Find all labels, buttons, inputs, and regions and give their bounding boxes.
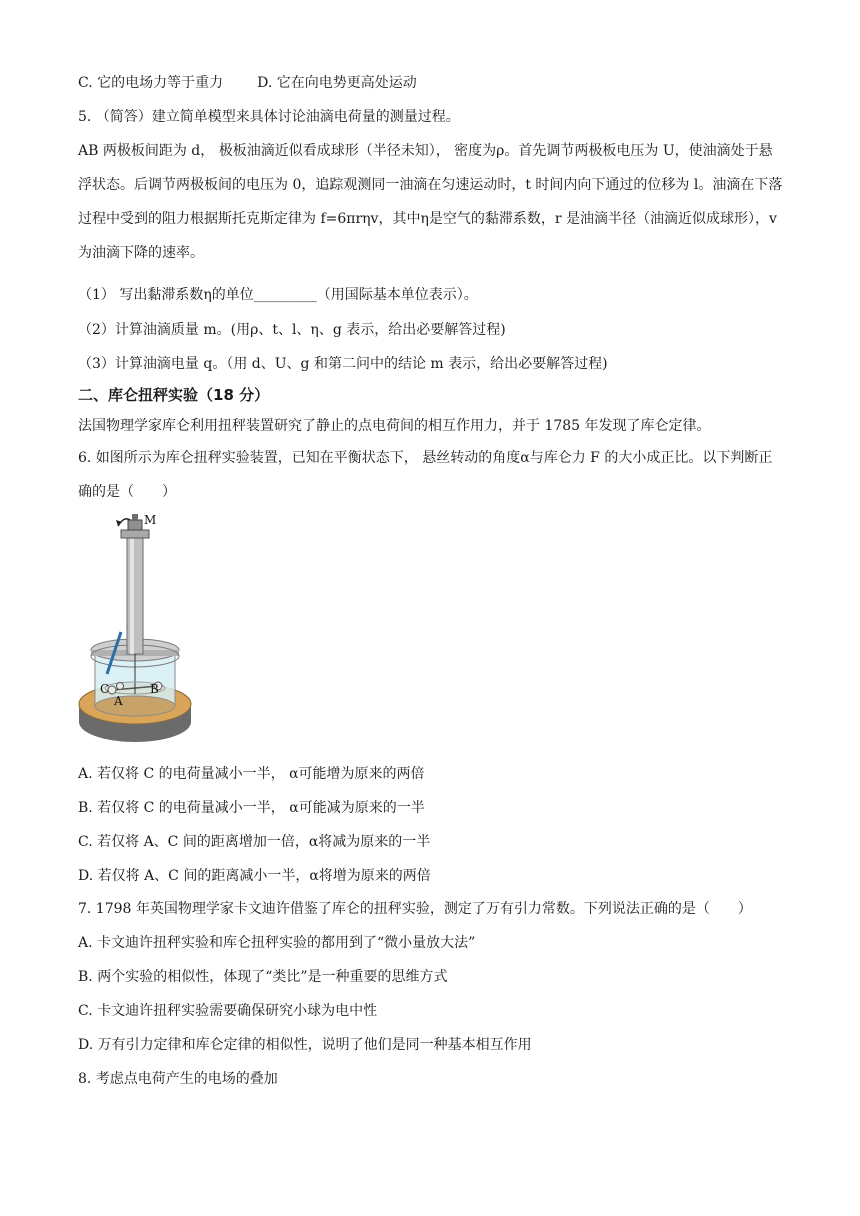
q6-option-d: D. 若仅将 A、C 间的距离减小一半，α将增为原来的两倍: [78, 868, 431, 884]
label-b: B: [150, 682, 159, 696]
q5-sub1: （1） 写出黏滞系数η的单位_________（用国际基本单位表示）。: [78, 287, 478, 303]
q4-option-c: C. 它的电场力等于重力: [78, 75, 224, 91]
q8-stem: 8. 考虑点电荷产生的电场的叠加: [78, 1071, 278, 1087]
q4-options-row: [78, 73, 417, 93]
q7-option-b: B. 两个实验的相似性，体现了“类比”是一种重要的思维方式: [78, 969, 448, 985]
q5-sub3: （3）计算油滴电量 q。（用 d、U、g 和第二问中的结论 m 表示，给出必要解答过程): [78, 356, 608, 372]
label-m: M: [144, 513, 157, 527]
q7-option-d: D. 万有引力定律和库仑定律的相似性，说明了他们是同一种基本相互作用: [78, 1037, 532, 1053]
section-intro: 法国物理学家库仑利用扭秤装置研究了静止的点电荷间的相互作用力，并于 1785 年发现了库仑定律。: [78, 418, 711, 434]
q6-stem: 6. 如图所示为库仑扭秤实验装置，已知在平衡状态下， 悬丝转动的角度α与库仑力 F 的大小成正比。以下判断正确的是（ ）: [78, 450, 773, 500]
q6-option-a: A. 若仅将 C 的电荷量减小一半， α可能增为原来的两倍: [78, 766, 425, 782]
q7-option-a: A. 卡文迪许扭秤实验和库仑扭秤实验的都用到了“微小量放大法”: [78, 935, 476, 951]
q7-option-c: C. 卡文迪许扭秤实验需要确保研究小球为电中性: [78, 1003, 378, 1019]
q4-option-d: D. 它在向电势更高处运动: [257, 75, 417, 91]
q6-option-c: C. 若仅将 A、C 间的距离增加一倍，α将减为原来的一半: [78, 834, 431, 850]
q7-stem: 7. 1798 年英国物理学家卡文迪许借鉴了库仑的扭秤实验，测定了万有引力常数。下列说法正确的是（ ）: [78, 901, 752, 917]
q5-paragraph: AB 两极板间距为 d， 极板油滴近似看成球形（半径未知）， 密度为ρ。首先调节两极板电压为 U，使油滴处于悬浮状态。后调节两极板间的电压为 0，追踪观测同一油滴在匀速运动时，t 时间内向下通过的位移为 l。油滴在下落过程中受到的阻力根据斯托克斯定律为 f=6πrηv，其中η是空气的黏滞系数，r 是油滴半径（油滴近似成球形），v 为油滴下降的速率。: [78, 143, 783, 261]
q6-option-b: B. 若仅将 C 的电荷量减小一半， α可能减为原来的一半: [78, 800, 425, 816]
q5-sub2: （2）计算油滴质量 m。(用ρ、t、l、η、g 表示，给出必要解答过程): [78, 322, 506, 338]
label-c: C: [100, 682, 110, 696]
section-title: 二、库仑扭秤实验（18 分）: [78, 386, 270, 404]
torsion-balance-figure: [74, 508, 194, 748]
torsion-balance-illustration: [74, 508, 194, 748]
label-a: A: [114, 694, 123, 708]
q5-stem: 5. （简答）建立简单模型来具体讨论油滴电荷量的测量过程。: [78, 109, 460, 125]
